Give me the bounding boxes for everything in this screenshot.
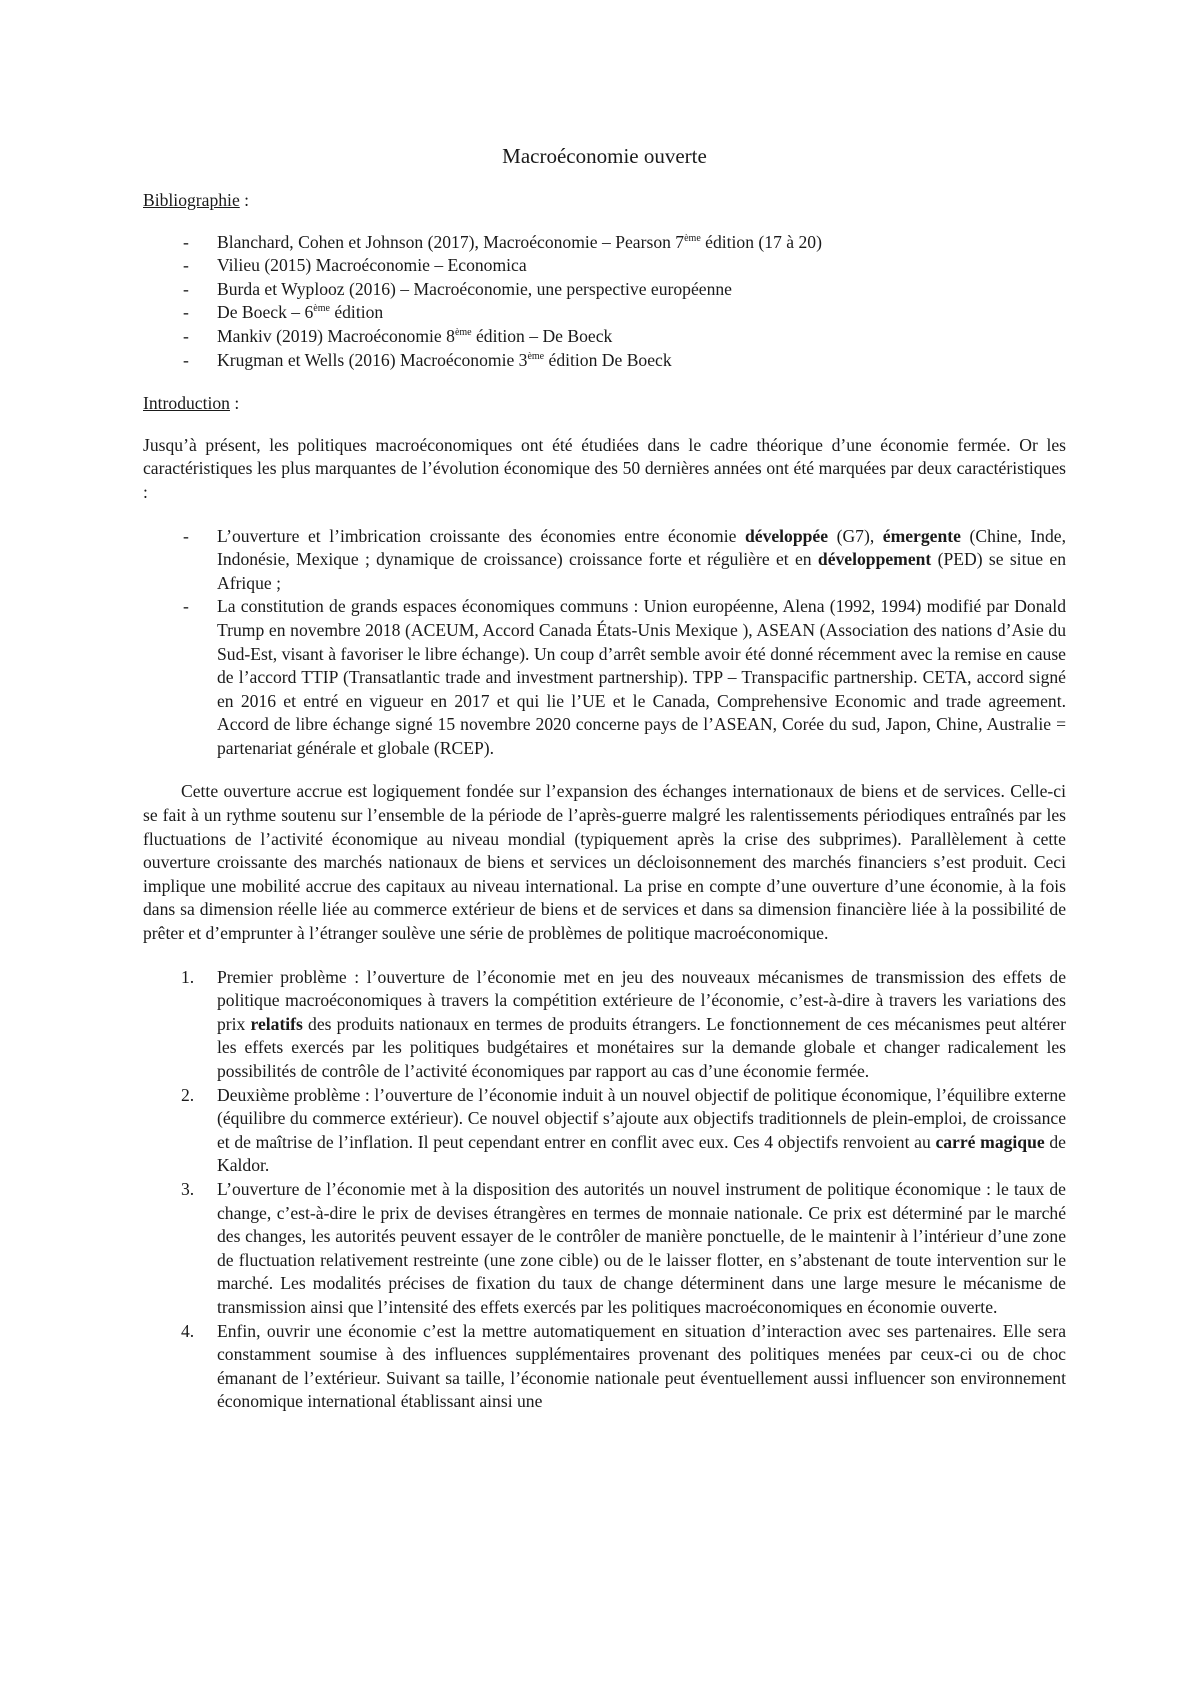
spacer [143, 505, 1066, 525]
text-run: de Kaldor. [217, 1131, 1066, 1176]
document-title: Macroéconomie ouverte [502, 144, 707, 168]
bibliography-heading [143, 189, 1066, 213]
bibliography-item [143, 301, 1066, 325]
bold-term: émergente [882, 525, 961, 546]
problem-item [143, 1178, 1066, 1320]
bold-term: relatifs [250, 1013, 303, 1034]
bibliography-list [143, 231, 1066, 373]
text-run: Premier problème : l’ouverture de l’économie met en jeu des nouveaux mécanismes de transmission des effets de politique macroéconomiques à travers la compétition extérieure de l’économie, c’est-à-dire à travers les variations des prix [217, 966, 1066, 1034]
bibliography-item [143, 325, 1066, 349]
bold-term: carré magique [935, 1131, 1045, 1152]
bibliography-item-text-end: édition – De Boeck [471, 325, 613, 346]
bibliography-item-text-end: édition De Boeck [544, 349, 672, 370]
bold-term: développement [817, 549, 932, 570]
characteristic-item-economic-areas: - La constitution de grands espaces économiques communs : Union européenne, Alena (1992, 1994) modifié par Donald Trump en novembre 2018 (ACEUM, Accord Canada États-Unis Mexique ), ASEAN (Association des nations d’Asie du Sud-Est, visant à favoriser le libre échange). Un coup d’arrêt semble avoir été donné récemment avec la remise en cause de l’accord TTIP (Transatlantic trade and investment partnership). TPP – Transpacific partnership. CETA, accord signé en 2016 et entré en vigueur en 2017 et qui lie l’UE et le Canada, Comprehensive Economic and trade agreement. Accord de libre échange signé 15 novembre 2020 concerne pays de l’ASEAN, Corée du sud, Japon, Chine, Australie = partenariat générale et globale (RCEP). [143, 595, 1066, 760]
spacer [143, 946, 1066, 966]
bibliography-item [143, 254, 1066, 278]
bibliography-item-text: De Boeck – 6 [217, 302, 314, 323]
bibliography-colon: : [239, 190, 250, 210]
intro-paragraph: Jusqu’à présent, les politiques macroéconomiques ont été étudiées dans le cadre théorique d’une économie fermée. Or les caractéristiques les plus marquantes de l’évolution économique des 50 dernières années ont été marquées par deux caractéristiques : [143, 434, 1066, 502]
problem-item [143, 1084, 1066, 1178]
list-number: 2. [181, 1084, 195, 1105]
introduction-colon: : [229, 393, 240, 414]
characteristics-list [143, 525, 1066, 761]
bibliography-item [143, 349, 1066, 373]
text-run: (G7), [828, 525, 883, 546]
list-number: 1. [181, 966, 195, 987]
text-run: (Chine, Inde, Indonésie, Mexique ; dynamique de croissance) croissance forte et régulière et en [217, 525, 1066, 570]
bibliography-item-text: Mankiv (2019) Macroéconomie 8 [217, 325, 455, 346]
introduction-heading [143, 392, 1066, 416]
introduction-label: Introduction [143, 393, 230, 414]
problems-list [143, 966, 1066, 1414]
list-number: 4. [181, 1320, 195, 1341]
bibliography-item-text-end: édition [329, 302, 384, 323]
text-run: Enfin, ouvrir une économie c’est la mettre automatiquement en situation d’interaction avec ses partenaires. Elle sera constamment soumise à des influences supplémentaires provenant des politiques menées par ceux-ci ou de choc émanant de l’extérieur. Suivant sa taille, l’économie nationale peut éventuellement aussi influencer son environnement économique international établissant ainsi une [217, 1320, 1066, 1412]
text-run: des produits nationaux en termes de produits étrangers. Le fonctionnement de ces mécanismes peut altérer les effets exercés par les politiques budgétaires et monétaires sur la demande globale et changer radicalement les possibilités de contrôle de l’activité économiques par rapport au cas d’une économie fermée. [217, 1013, 1066, 1081]
bibliography-item [143, 278, 1066, 302]
bibliography-item-text: Burda et Wyplooz (2016) – Macroéconomie, une perspective européenne [217, 278, 732, 299]
text-run: L’ouverture de l’économie met à la disposition des autorités un nouvel instrument de politique économique : le taux de change, c’est-à-dire le prix de devises étrangères en termes de monnaie nationale. Ce prix est déterminé par le marché des changes, les autorités peuvent essayer de le contrôler de manière ponctuelle, de le maintenir à l’intérieur d’une zone de fluctuation relativement restreinte (une zone cible) ou de le laisser flotter, en s’abstenant de toute intervention sur le marché. Les modalités précises de fixation du taux de change déterminent dans une large mesure le mécanisme de transmission ainsi que l’intensité des effets exercés par les politiques macroéconomiques en économie ouverte. [217, 1178, 1066, 1317]
bibliography-item-text-end: édition (17 à 20) [700, 231, 822, 252]
text-run: (PED) se situe en Afrique ; [217, 549, 1066, 593]
superscript: ème [684, 232, 701, 244]
characteristic-item-opening [143, 525, 1066, 596]
bibliography-item [143, 231, 1066, 255]
text-run: L’ouverture et l’imbrication croissante des économies entre économie [217, 525, 745, 546]
text-run: Deuxième problème : l’ouverture de l’économie induit à un nouvel objectif de politique économique, l’équilibre externe (équilibre du commerce extérieur). Ce nouvel objectif s’ajoute aux objectifs traditionnels de plein-emploi, de croissance et de maîtrise de l’inflation. Il peut cependant entrer en conflit avec eux. Ces 4 objectifs renvoient au [217, 1084, 1066, 1152]
list-number: 3. [181, 1178, 195, 1199]
problem-item [143, 1320, 1066, 1414]
bold-term: développée [744, 525, 829, 546]
bibliography-item-text: Vilieu (2015) Macroéconomie – Economica [217, 255, 527, 276]
superscript: ème [527, 350, 545, 362]
body-paragraph: Cette ouverture accrue est logiquement fondée sur l’expansion des échanges internationaux de biens et de services. Celle-ci se fait à un rythme soutenu sur l’ensemble de la période de l’après-guerre malgré les ralentissements périodiques entraînés par les fluctuations de l’activité économique au niveau mondial (typiquement après la crise des subprimes). Parallèlement à cette ouverture croissante des marchés nationaux de biens et services un décloisonnement des marchés financiers s’est produit. Ceci implique une mobilité accrue des capitaux au niveau international. La prise en compte d’une ouverture d’une économie, à la fois dans sa dimension réelle liée au commerce extérieur de biens et de services et dans sa dimension financière liée à la possibilité de prêter et d’emprunter à l’étranger soulève une série de problèmes de politique macroéconomique. [143, 781, 1066, 944]
problem-item [143, 966, 1066, 1084]
bibliography-item-text: Krugman et Wells (2016) Macroéconomie 3 [217, 349, 528, 370]
bibliography-label: Bibliographie [143, 190, 240, 210]
bibliography-item-text: Blanchard, Cohen et Johnson (2017), Macroéconomie – Pearson 7 [217, 231, 685, 252]
superscript: ème [313, 303, 330, 315]
superscript: ème [454, 326, 472, 338]
